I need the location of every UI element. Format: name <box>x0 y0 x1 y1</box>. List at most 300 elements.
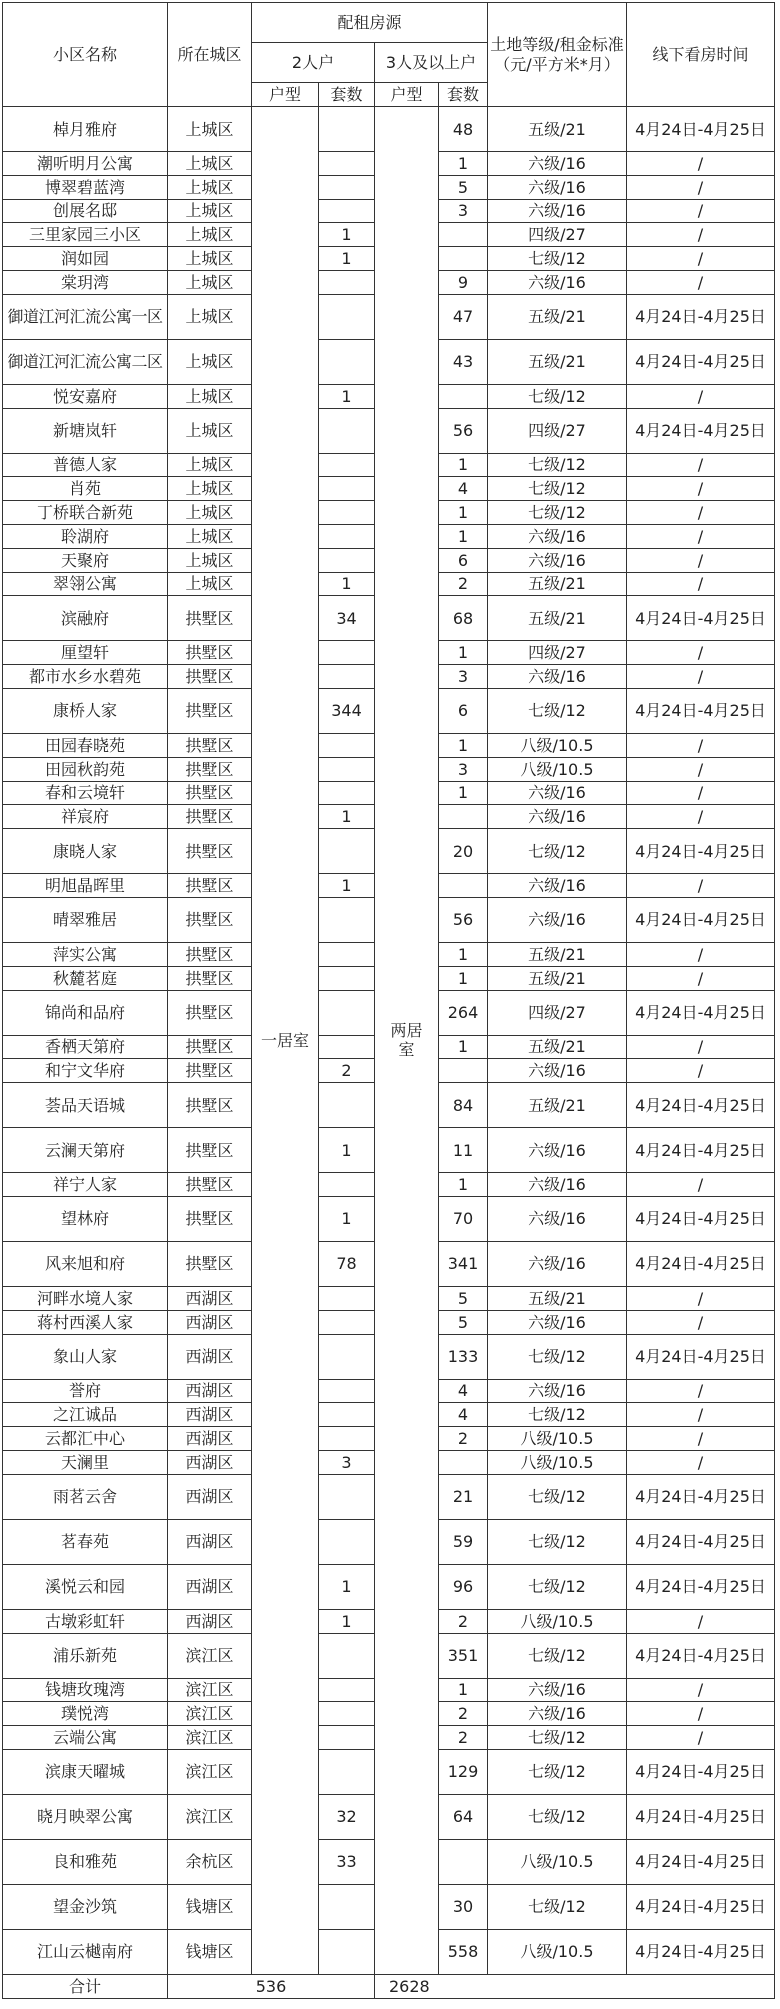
cell-name: 厘望轩 <box>3 641 168 665</box>
cell-district: 钱塘区 <box>168 1929 252 1974</box>
cell-viewing-time: 4月24日-4月25日 <box>627 1884 775 1929</box>
cell-land-grade: 七级/12 <box>488 688 627 733</box>
total-two: 536 <box>168 1974 375 1998</box>
cell-district: 滨江区 <box>168 1633 252 1678</box>
cell-district: 上城区 <box>168 453 252 477</box>
cell-district: 西湖区 <box>168 1519 252 1564</box>
cell-count-three <box>439 384 488 408</box>
cell-viewing-time: 4月24日-4月25日 <box>627 1334 775 1379</box>
cell-district: 上城区 <box>168 294 252 339</box>
cell-count-two <box>319 1083 375 1128</box>
cell-district: 滨江区 <box>168 1726 252 1750</box>
cell-count-three: 1 <box>439 1173 488 1197</box>
cell-district: 上城区 <box>168 223 252 247</box>
cell-count-three <box>439 223 488 247</box>
cell-viewing-time: / <box>627 175 775 199</box>
cell-count-three: 133 <box>439 1334 488 1379</box>
cell-count-three: 9 <box>439 270 488 294</box>
cell-district: 拱墅区 <box>168 897 252 942</box>
cell-name: 锦尚和品府 <box>3 990 168 1035</box>
cell-count-two <box>319 1403 375 1427</box>
cell-district: 西湖区 <box>168 1427 252 1451</box>
cell-district: 上城区 <box>168 384 252 408</box>
cell-district: 西湖区 <box>168 1310 252 1334</box>
cell-viewing-time: 4月24日-4月25日 <box>627 1749 775 1794</box>
cell-count-two: 1 <box>319 1196 375 1241</box>
cell-count-three: 129 <box>439 1749 488 1794</box>
cell-district: 拱墅区 <box>168 1173 252 1197</box>
cell-count-two <box>319 1884 375 1929</box>
cell-count-three: 6 <box>439 688 488 733</box>
cell-district: 上城区 <box>168 152 252 176</box>
cell-unit-type-three: 两居室 <box>375 107 439 1975</box>
cell-district: 滨江区 <box>168 1794 252 1839</box>
cell-district: 拱墅区 <box>168 641 252 665</box>
cell-count-two <box>319 942 375 966</box>
cell-land-grade: 七级/12 <box>488 501 627 525</box>
cell-viewing-time: / <box>627 1286 775 1310</box>
cell-viewing-time: / <box>627 1427 775 1451</box>
cell-viewing-time: 4月24日-4月25日 <box>627 1241 775 1286</box>
cell-name: 康晓人家 <box>3 829 168 874</box>
cell-name: 润如园 <box>3 247 168 271</box>
cell-district: 拱墅区 <box>168 805 252 829</box>
cell-land-grade: 七级/12 <box>488 829 627 874</box>
cell-district: 钱塘区 <box>168 1884 252 1929</box>
cell-land-grade: 六级/16 <box>488 897 627 942</box>
cell-count-three: 2 <box>439 1427 488 1451</box>
cell-name: 钱塘玫瑰湾 <box>3 1678 168 1702</box>
cell-viewing-time: / <box>627 781 775 805</box>
cell-count-three: 1 <box>439 1678 488 1702</box>
cell-count-two <box>319 1035 375 1059</box>
cell-land-grade: 七级/12 <box>488 247 627 271</box>
cell-count-two: 344 <box>319 688 375 733</box>
cell-name: 肖苑 <box>3 477 168 501</box>
cell-land-grade: 六级/16 <box>488 1173 627 1197</box>
cell-count-three: 2 <box>439 1702 488 1726</box>
cell-count-two: 1 <box>319 805 375 829</box>
cell-district: 拱墅区 <box>168 1241 252 1286</box>
cell-district: 西湖区 <box>168 1450 252 1474</box>
cell-district: 上城区 <box>168 107 252 152</box>
cell-count-three: 5 <box>439 175 488 199</box>
cell-name: 古墩彩虹轩 <box>3 1609 168 1633</box>
cell-name: 荟品天语城 <box>3 1083 168 1128</box>
cell-name: 河畔水境人家 <box>3 1286 168 1310</box>
cell-district: 拱墅区 <box>168 990 252 1035</box>
cell-land-grade: 六级/16 <box>488 1379 627 1403</box>
cell-land-grade: 八级/10.5 <box>488 757 627 781</box>
cell-viewing-time: / <box>627 384 775 408</box>
cell-count-two <box>319 1749 375 1794</box>
cell-name: 田园秋韵苑 <box>3 757 168 781</box>
cell-name: 田园春晓苑 <box>3 733 168 757</box>
cell-count-two <box>319 1334 375 1379</box>
cell-district: 拱墅区 <box>168 1128 252 1173</box>
cell-count-two: 1 <box>319 874 375 898</box>
cell-district: 上城区 <box>168 270 252 294</box>
cell-count-three: 1 <box>439 152 488 176</box>
cell-land-grade: 六级/16 <box>488 874 627 898</box>
cell-count-two: 34 <box>319 596 375 641</box>
cell-name: 雨茗云舍 <box>3 1474 168 1519</box>
cell-count-three: 1 <box>439 733 488 757</box>
cell-district: 拱墅区 <box>168 665 252 689</box>
cell-name: 和宁文华府 <box>3 1059 168 1083</box>
cell-name: 博翠碧蓝湾 <box>3 175 168 199</box>
cell-count-two <box>319 339 375 384</box>
cell-viewing-time: / <box>627 966 775 990</box>
cell-count-two <box>319 733 375 757</box>
cell-district: 上城区 <box>168 572 252 596</box>
cell-district: 拱墅区 <box>168 829 252 874</box>
cell-count-three: 20 <box>439 829 488 874</box>
cell-count-two <box>319 990 375 1035</box>
cell-name: 明旭晶晖里 <box>3 874 168 898</box>
cell-district: 上城区 <box>168 199 252 223</box>
cell-district: 西湖区 <box>168 1286 252 1310</box>
cell-count-two: 1 <box>319 384 375 408</box>
cell-count-three: 5 <box>439 1286 488 1310</box>
cell-name: 滨康天曜城 <box>3 1749 168 1794</box>
header-unit-type-3: 户型 <box>375 83 439 107</box>
cell-unit-type-two: 一居室 <box>252 107 319 1975</box>
cell-count-two <box>319 897 375 942</box>
cell-land-grade: 七级/12 <box>488 1633 627 1678</box>
cell-count-three: 351 <box>439 1633 488 1678</box>
cell-count-two <box>319 1310 375 1334</box>
cell-count-two <box>319 781 375 805</box>
cell-count-two <box>319 548 375 572</box>
cell-land-grade: 六级/16 <box>488 175 627 199</box>
cell-viewing-time: / <box>627 874 775 898</box>
cell-viewing-time: / <box>627 501 775 525</box>
cell-count-two <box>319 477 375 501</box>
cell-count-three: 1 <box>439 942 488 966</box>
cell-land-grade: 五级/21 <box>488 1083 627 1128</box>
cell-land-grade: 七级/12 <box>488 1749 627 1794</box>
cell-count-three: 84 <box>439 1083 488 1128</box>
cell-name: 晴翠雅居 <box>3 897 168 942</box>
cell-viewing-time: 4月24日-4月25日 <box>627 294 775 339</box>
cell-viewing-time: / <box>627 572 775 596</box>
cell-district: 余杭区 <box>168 1839 252 1884</box>
total-label: 合计 <box>3 1974 168 1998</box>
cell-count-three: 59 <box>439 1519 488 1564</box>
table-row <box>3 107 775 152</box>
cell-viewing-time: / <box>627 548 775 572</box>
cell-name: 江山云樾南府 <box>3 1929 168 1974</box>
cell-count-three: 5 <box>439 1310 488 1334</box>
cell-count-three: 1 <box>439 501 488 525</box>
cell-count-two: 33 <box>319 1839 375 1884</box>
cell-land-grade: 八级/10.5 <box>488 1427 627 1451</box>
cell-district: 西湖区 <box>168 1334 252 1379</box>
cell-count-three: 48 <box>439 107 488 152</box>
cell-land-grade: 六级/16 <box>488 1310 627 1334</box>
cell-count-three: 3 <box>439 665 488 689</box>
cell-viewing-time: 4月24日-4月25日 <box>627 1929 775 1974</box>
cell-name: 云澜天第府 <box>3 1128 168 1173</box>
cell-viewing-time: 4月24日-4月25日 <box>627 1128 775 1173</box>
cell-land-grade: 六级/16 <box>488 781 627 805</box>
cell-count-two <box>319 1427 375 1451</box>
cell-count-three: 6 <box>439 548 488 572</box>
cell-land-grade: 四级/27 <box>488 641 627 665</box>
cell-land-grade: 七级/12 <box>488 1564 627 1609</box>
cell-count-three: 64 <box>439 1794 488 1839</box>
cell-district: 西湖区 <box>168 1379 252 1403</box>
cell-count-three: 21 <box>439 1474 488 1519</box>
cell-count-two <box>319 1726 375 1750</box>
cell-land-grade: 六级/16 <box>488 1241 627 1286</box>
cell-land-grade: 五级/21 <box>488 572 627 596</box>
cell-land-grade: 六级/16 <box>488 1678 627 1702</box>
cell-viewing-time: / <box>627 805 775 829</box>
header-district: 所在城区 <box>168 3 252 107</box>
cell-viewing-time: 4月24日-4月25日 <box>627 1794 775 1839</box>
header-count-2: 套数 <box>319 83 375 107</box>
cell-count-two: 3 <box>319 1450 375 1474</box>
cell-district: 拱墅区 <box>168 781 252 805</box>
cell-land-grade: 八级/10.5 <box>488 1609 627 1633</box>
cell-land-grade: 八级/10.5 <box>488 1929 627 1974</box>
header-name: 小区名称 <box>3 3 168 107</box>
cell-viewing-time: 4月24日-4月25日 <box>627 1474 775 1519</box>
cell-land-grade: 七级/12 <box>488 384 627 408</box>
cell-name: 新塘岚轩 <box>3 408 168 453</box>
cell-viewing-time: / <box>627 1059 775 1083</box>
cell-name: 三里家园三小区 <box>3 223 168 247</box>
cell-count-two: 2 <box>319 1059 375 1083</box>
cell-count-two <box>319 199 375 223</box>
cell-land-grade: 六级/16 <box>488 548 627 572</box>
cell-viewing-time: / <box>627 1450 775 1474</box>
cell-count-two: 32 <box>319 1794 375 1839</box>
cell-count-two <box>319 270 375 294</box>
cell-name: 御道江河汇流公寓二区 <box>3 339 168 384</box>
cell-land-grade: 五级/21 <box>488 1286 627 1310</box>
cell-land-grade: 六级/16 <box>488 1059 627 1083</box>
cell-name: 云都汇中心 <box>3 1427 168 1451</box>
cell-district: 上城区 <box>168 247 252 271</box>
cell-count-three: 56 <box>439 408 488 453</box>
cell-name: 璞悦湾 <box>3 1702 168 1726</box>
cell-viewing-time: / <box>627 453 775 477</box>
cell-count-two <box>319 175 375 199</box>
cell-name: 潮听明月公寓 <box>3 152 168 176</box>
cell-count-three: 2 <box>439 1726 488 1750</box>
cell-name: 风来旭和府 <box>3 1241 168 1286</box>
cell-land-grade: 七级/12 <box>488 1334 627 1379</box>
cell-count-two <box>319 107 375 152</box>
cell-count-two <box>319 501 375 525</box>
total-row <box>3 1974 775 1998</box>
cell-count-three: 96 <box>439 1564 488 1609</box>
cell-viewing-time: / <box>627 665 775 689</box>
cell-count-three <box>439 1839 488 1884</box>
total-three: 2628 <box>375 1974 775 1998</box>
cell-viewing-time: 4月24日-4月25日 <box>627 1633 775 1678</box>
table-body <box>3 107 775 1975</box>
cell-land-grade: 四级/27 <box>488 408 627 453</box>
cell-count-two <box>319 1929 375 1974</box>
cell-count-three <box>439 805 488 829</box>
cell-district: 滨江区 <box>168 1702 252 1726</box>
cell-district: 上城区 <box>168 548 252 572</box>
cell-name: 秋麓茗庭 <box>3 966 168 990</box>
cell-viewing-time: / <box>627 1173 775 1197</box>
cell-count-three: 1 <box>439 966 488 990</box>
cell-land-grade: 六级/16 <box>488 1196 627 1241</box>
cell-count-three: 47 <box>439 294 488 339</box>
cell-count-three: 70 <box>439 1196 488 1241</box>
cell-district: 拱墅区 <box>168 1059 252 1083</box>
cell-viewing-time: 4月24日-4月25日 <box>627 990 775 1035</box>
cell-district: 拱墅区 <box>168 688 252 733</box>
header-two-person: 2人户 <box>252 43 375 83</box>
cell-name: 都市水乡水碧苑 <box>3 665 168 689</box>
cell-count-three: 4 <box>439 1403 488 1427</box>
cell-count-two: 1 <box>319 572 375 596</box>
cell-name: 春和云境轩 <box>3 781 168 805</box>
cell-district: 上城区 <box>168 339 252 384</box>
cell-name: 晓月映翠公寓 <box>3 1794 168 1839</box>
cell-district: 拱墅区 <box>168 596 252 641</box>
cell-name: 浦乐新苑 <box>3 1633 168 1678</box>
cell-district: 西湖区 <box>168 1564 252 1609</box>
cell-name: 茗春苑 <box>3 1519 168 1564</box>
cell-count-three: 3 <box>439 199 488 223</box>
cell-count-three: 68 <box>439 596 488 641</box>
cell-count-three <box>439 874 488 898</box>
cell-viewing-time: / <box>627 247 775 271</box>
cell-district: 西湖区 <box>168 1474 252 1519</box>
cell-count-three: 1 <box>439 781 488 805</box>
cell-land-grade: 八级/10.5 <box>488 733 627 757</box>
cell-count-three: 558 <box>439 1929 488 1974</box>
cell-count-two <box>319 1173 375 1197</box>
cell-count-three: 4 <box>439 1379 488 1403</box>
cell-count-two <box>319 408 375 453</box>
cell-name: 望金沙筑 <box>3 1884 168 1929</box>
cell-land-grade: 六级/16 <box>488 1702 627 1726</box>
cell-name: 普德人家 <box>3 453 168 477</box>
cell-viewing-time: / <box>627 223 775 247</box>
cell-count-three <box>439 1450 488 1474</box>
cell-count-three: 341 <box>439 1241 488 1286</box>
cell-count-three: 1 <box>439 453 488 477</box>
cell-count-three: 2 <box>439 572 488 596</box>
cell-land-grade: 八级/10.5 <box>488 1839 627 1884</box>
cell-name: 良和雅苑 <box>3 1839 168 1884</box>
cell-viewing-time: / <box>627 942 775 966</box>
cell-count-two <box>319 1286 375 1310</box>
cell-land-grade: 七级/12 <box>488 1726 627 1750</box>
cell-land-grade: 五级/21 <box>488 339 627 384</box>
cell-name: 誉府 <box>3 1379 168 1403</box>
cell-viewing-time: / <box>627 1702 775 1726</box>
cell-viewing-time: / <box>627 1609 775 1633</box>
header-count-3: 套数 <box>439 83 488 107</box>
cell-land-grade: 六级/16 <box>488 270 627 294</box>
cell-name: 棹月雅府 <box>3 107 168 152</box>
cell-count-two <box>319 1379 375 1403</box>
cell-district: 滨江区 <box>168 1678 252 1702</box>
cell-count-two <box>319 1474 375 1519</box>
cell-name: 棠玥湾 <box>3 270 168 294</box>
cell-land-grade: 七级/12 <box>488 1519 627 1564</box>
header-supply: 配租房源 <box>252 3 488 43</box>
cell-count-three: 1 <box>439 641 488 665</box>
cell-district: 西湖区 <box>168 1403 252 1427</box>
cell-viewing-time: / <box>627 733 775 757</box>
cell-viewing-time: / <box>627 1678 775 1702</box>
cell-count-two <box>319 641 375 665</box>
cell-district: 拱墅区 <box>168 1035 252 1059</box>
cell-count-two: 1 <box>319 247 375 271</box>
cell-viewing-time: 4月24日-4月25日 <box>627 829 775 874</box>
cell-name: 滨融府 <box>3 596 168 641</box>
cell-name: 溪悦云和园 <box>3 1564 168 1609</box>
cell-viewing-time: 4月24日-4月25日 <box>627 688 775 733</box>
cell-land-grade: 四级/27 <box>488 990 627 1035</box>
cell-land-grade: 七级/12 <box>488 1884 627 1929</box>
cell-viewing-time: 4月24日-4月25日 <box>627 1564 775 1609</box>
cell-count-two <box>319 1519 375 1564</box>
cell-count-two <box>319 665 375 689</box>
cell-land-grade: 六级/16 <box>488 665 627 689</box>
cell-count-three: 11 <box>439 1128 488 1173</box>
cell-count-two: 1 <box>319 1609 375 1633</box>
cell-land-grade: 七级/12 <box>488 1403 627 1427</box>
cell-viewing-time: / <box>627 1379 775 1403</box>
cell-district: 上城区 <box>168 408 252 453</box>
cell-name: 聆湖府 <box>3 524 168 548</box>
cell-name: 翠翎公寓 <box>3 572 168 596</box>
cell-viewing-time: 4月24日-4月25日 <box>627 596 775 641</box>
cell-name: 象山人家 <box>3 1334 168 1379</box>
cell-land-grade: 五级/21 <box>488 596 627 641</box>
cell-name: 云端公寓 <box>3 1726 168 1750</box>
cell-viewing-time: / <box>627 477 775 501</box>
housing-table <box>2 2 775 1999</box>
cell-district: 拱墅区 <box>168 757 252 781</box>
cell-name: 御道江河汇流公寓一区 <box>3 294 168 339</box>
cell-district: 西湖区 <box>168 1609 252 1633</box>
cell-count-two <box>319 453 375 477</box>
cell-count-three: 264 <box>439 990 488 1035</box>
cell-land-grade: 六级/16 <box>488 805 627 829</box>
cell-count-three: 43 <box>439 339 488 384</box>
cell-land-grade: 四级/27 <box>488 223 627 247</box>
cell-land-grade: 五级/21 <box>488 966 627 990</box>
cell-land-grade: 五级/21 <box>488 1035 627 1059</box>
cell-land-grade: 六级/16 <box>488 524 627 548</box>
cell-count-two: 1 <box>319 1564 375 1609</box>
cell-viewing-time: 4月24日-4月25日 <box>627 408 775 453</box>
cell-name: 创展名邸 <box>3 199 168 223</box>
cell-land-grade: 七级/12 <box>488 1474 627 1519</box>
cell-land-grade: 七级/12 <box>488 453 627 477</box>
cell-count-two: 1 <box>319 1128 375 1173</box>
cell-count-three <box>439 247 488 271</box>
cell-district: 拱墅区 <box>168 733 252 757</box>
cell-land-grade: 六级/16 <box>488 152 627 176</box>
cell-name: 祥宁人家 <box>3 1173 168 1197</box>
cell-district: 上城区 <box>168 477 252 501</box>
